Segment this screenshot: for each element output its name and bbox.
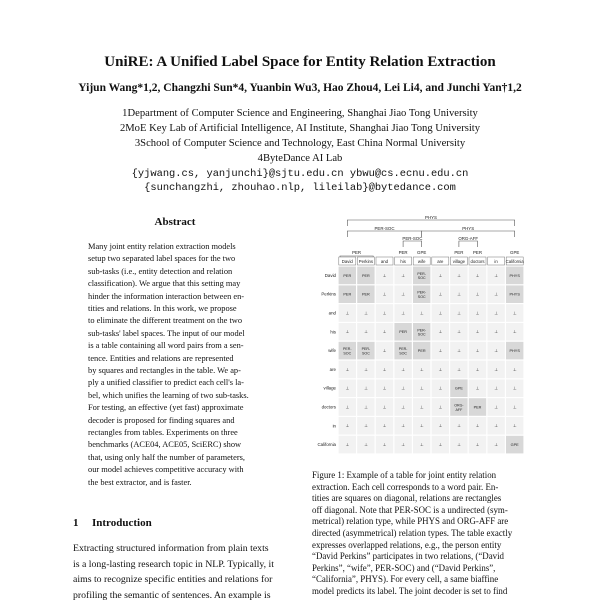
cell-label: PER-: [417, 328, 426, 333]
cell-label: ⊥: [345, 442, 350, 447]
cell-label: GPE: [510, 443, 519, 447]
cell-label: PER-: [417, 290, 426, 295]
cell-label: ⊥: [512, 329, 517, 335]
column-header-word: village: [452, 258, 465, 264]
cell-label: ⊥: [364, 442, 368, 447]
cell-label: PER: [417, 349, 426, 353]
affiliation-2: 2MoE Key Lab of Artificial Intelligence, AI Institute, Shanghai Jiao Tong University: [119, 123, 481, 134]
cell-label: ⊥: [457, 291, 461, 297]
cell-label: ⊥: [438, 442, 443, 447]
cell-label: ⊥: [345, 329, 350, 335]
cell-label: ⊥: [382, 385, 387, 391]
cell-label: ⊥: [457, 310, 461, 316]
cell-label: SOC: [417, 276, 426, 281]
cell-label: ⊥: [457, 348, 461, 353]
cell-label: PHYS: [509, 273, 520, 278]
cell-label: ⊥: [475, 272, 480, 278]
cell-label: ⊥: [457, 366, 461, 372]
cell-label: ⊥: [494, 310, 498, 316]
entity-type-label: GPE: [417, 250, 427, 255]
cell-label: ⊥: [438, 329, 443, 335]
cell-label: ⊥: [438, 291, 443, 297]
cell-label: AFF: [455, 407, 463, 412]
cell-label: PER: [399, 330, 408, 335]
cell-label: ⊥: [438, 348, 443, 353]
cell-label: ⊥: [401, 404, 405, 410]
column-header-word: in: [494, 258, 498, 264]
entity-type-label: PER: [398, 250, 408, 255]
abstract-line: is a table containing all word pairs from a sen-: [88, 341, 244, 351]
cell-label: ⊥: [494, 329, 498, 335]
caption-line: model predicts its label. The joint decoder is set to find: [312, 586, 508, 596]
abstract-line: the best extractor, and is faster.: [88, 477, 192, 487]
cell-label: ⊥: [401, 366, 405, 372]
row-header-word: doctors: [321, 404, 336, 410]
caption-line: tities are squares on diagonal, relations are rectangles: [312, 493, 502, 504]
entity-type-label: PER: [472, 250, 483, 255]
cell-label: ORG-: [454, 403, 464, 408]
caption-line: Perkins”, “wife”, PER-SOC) and (“David Perkins”,: [312, 562, 496, 573]
caption-line: “David Perkins” participates in two relations, (“David: [312, 551, 504, 562]
cell-label: ⊥: [457, 423, 461, 429]
row-header-word: and: [328, 310, 336, 316]
intro-line: aims to recognize specific entities and relations for: [73, 574, 273, 586]
cell-label: PER: [361, 292, 370, 297]
paper-title: UniRE: A Unified Label Space for Entity Relation Extraction: [104, 54, 496, 70]
cell-label: ⊥: [364, 385, 368, 391]
abstract-line: our model achieves competitive accuracy with: [88, 465, 244, 475]
row-header-word: are: [329, 366, 336, 372]
cell-label: ⊥: [494, 423, 498, 429]
cell-label: ⊥: [494, 291, 498, 297]
cell-label: ⊥: [401, 423, 405, 429]
cell-label: ⊥: [364, 366, 368, 372]
cell-label: ⊥: [475, 385, 480, 391]
column-header-word: are: [437, 258, 444, 264]
cell-label: ⊥: [512, 385, 517, 391]
column-header-word: and: [380, 258, 389, 264]
cell-label: ⊥: [494, 385, 498, 391]
cell-label: ⊥: [419, 385, 424, 391]
cell-label: ⊥: [345, 404, 350, 410]
section-title: Introduction: [92, 517, 152, 529]
intro-line: is a long-lasting research topic in NLP. Typically, it: [73, 558, 274, 570]
cell-label: ⊥: [382, 329, 387, 335]
caption-line: metrical) relation type, while PHYS and ORG-AFF are: [312, 516, 509, 527]
caption-line: extraction. Each cell corresponds to a word pair. En-: [312, 481, 499, 492]
abstract-line: tence. Entities and relations are represented: [88, 353, 234, 363]
cell-label: ⊥: [438, 385, 443, 391]
cell-label: ⊥: [438, 366, 443, 372]
abstract-line: benchmarks (ACE04, ACE05, SciERC) show: [88, 440, 242, 450]
cell-label: ⊥: [382, 291, 387, 297]
abstract-line: sub-tasks' label spaces. The input of our model: [88, 328, 245, 338]
cell-label: ⊥: [512, 366, 517, 372]
cell-label: ⊥: [364, 404, 368, 410]
relation-bracket: [403, 241, 422, 247]
column-header-word: Perkins: [358, 258, 374, 264]
cell-label: ⊥: [364, 423, 368, 429]
cell-label: ⊥: [364, 310, 368, 316]
cell-label: ⊥: [382, 348, 387, 353]
abstract-line: ply a unified classifier to predict each cell's la-: [88, 378, 244, 388]
cell-label: ⊥: [438, 423, 443, 429]
row-header-word: in: [332, 423, 336, 429]
caption-line: off diagonal. Note that PER-SOC is a undirected (sym-: [312, 504, 508, 515]
cell-label: ⊥: [457, 442, 461, 447]
abstract-line: that, using only half the number of parameters,: [88, 452, 245, 462]
cell-label: ⊥: [401, 310, 405, 316]
email-line-1: {yjwang.cs, yanjunchi}@sjtu.edu.cn ybwu@cs.ecnu.edu.cn: [131, 168, 469, 180]
caption-line: directed (asymmetrical) relation types. The table exactly: [312, 528, 513, 538]
cell-label: ⊥: [512, 310, 517, 316]
cell-label: ⊥: [419, 366, 424, 372]
cell-label: ⊥: [438, 310, 443, 316]
cell-label: ⊥: [345, 423, 350, 429]
entity-type-label: PER: [454, 250, 464, 255]
abstract-line: bel, which unifies the learning of two sub-tasks.: [88, 390, 249, 400]
row-header-word: David: [324, 272, 336, 278]
cell-label: ⊥: [494, 404, 498, 410]
cell-label: ⊥: [401, 291, 405, 297]
abstract-line: hinder the information interaction between en-: [88, 291, 245, 301]
affiliation-1: 1Department of Computer Science and Engineering, Shanghai Jiao Tong University: [122, 108, 478, 119]
row-header-word: California: [317, 442, 336, 448]
relation-bracket-label: ORG-AFF: [458, 236, 479, 241]
cell-label: ⊥: [512, 423, 517, 429]
abstract-line: classification). We argue that this setting may: [88, 279, 241, 289]
cell-label: ⊥: [494, 366, 498, 372]
cell-label: SOC: [399, 351, 407, 356]
figure-1-svg: [310, 212, 530, 462]
cell-label: PHYS: [509, 349, 520, 353]
relation-bracket: [459, 241, 478, 247]
abstract-line: Many joint entity relation extraction models: [88, 242, 236, 251]
email-line-2: {sunchangzhi, zhouhao.nlp, lileilab}@bytedance.com: [144, 182, 456, 194]
cell-label: SOC: [417, 332, 426, 337]
cell-label: ⊥: [419, 310, 424, 316]
cell-label: SOC: [362, 351, 370, 356]
cell-label: ⊥: [475, 329, 480, 335]
row-header-word: Perkins: [321, 291, 336, 297]
cell-label: ⊥: [457, 329, 461, 335]
cell-label: PER-: [398, 347, 408, 352]
cell-label: ⊥: [401, 272, 405, 278]
caption-line: Figure 1: Example of a table for joint entity relation: [312, 470, 497, 480]
abstract-line: sub-tasks (i.e., entity detection and relation: [88, 266, 233, 276]
cell-label: ⊥: [475, 310, 480, 316]
entity-type-label: GPE: [510, 250, 520, 255]
cell-label: PHYS: [509, 292, 520, 297]
cell-label: ⊥: [475, 348, 480, 353]
cell-label: PER-: [343, 347, 352, 352]
cell-label: PER: [343, 273, 352, 278]
cell-label: ⊥: [438, 272, 443, 278]
abstract-line: rectangles from tables. Experiments on three: [88, 428, 238, 437]
row-header-word: village: [323, 385, 336, 391]
abstract-line: setup two separated label spaces for the two: [88, 254, 236, 264]
cell-label: ⊥: [345, 366, 350, 372]
column-header-word: wife: [417, 258, 426, 264]
abstract-line: For testing, an effective (yet fast) approximate: [88, 403, 244, 413]
cell-label: GPE: [454, 386, 463, 391]
abstract-line: by squares and rectangles in the table. We ap-: [88, 366, 241, 375]
cell-label: ⊥: [345, 310, 350, 316]
relation-bracket-label: PER-SOC: [374, 226, 395, 231]
column-header-word: his: [400, 258, 406, 264]
cell-label: ⊥: [494, 442, 498, 447]
cell-label: ⊥: [382, 423, 387, 429]
cell-label: ⊥: [475, 366, 480, 372]
cell-label: PER-: [417, 271, 426, 276]
cell-label: ⊥: [494, 272, 498, 278]
relation-bracket: [347, 220, 514, 226]
cell-label: SOC: [417, 295, 426, 299]
entity-type-label: PER: [352, 250, 362, 255]
cell-label: ⊥: [438, 404, 443, 410]
cell-label: ⊥: [419, 442, 424, 447]
row-header-word: wife: [328, 348, 336, 354]
cell-label: ⊥: [382, 272, 387, 278]
relation-bracket-label: PER-SOC: [402, 236, 423, 241]
abstract-heading: Abstract: [154, 216, 196, 228]
cell-label: PER-: [361, 347, 371, 352]
section-number: 1: [73, 517, 79, 529]
row-header-word: his: [330, 329, 336, 335]
column-header-word: doctors: [470, 258, 485, 264]
cell-label: ⊥: [475, 423, 480, 429]
abstract-line: to eliminate the different treatment on the two: [88, 316, 243, 326]
cell-label: SOC: [343, 351, 352, 356]
caption-line: “California”, PHYS). For every cell, a same biaffine: [312, 574, 499, 585]
cell-label: ⊥: [382, 442, 387, 447]
cell-label: ⊥: [512, 404, 517, 410]
affiliation-4: 4ByteDance AI Lab: [257, 153, 343, 164]
cell-label: ⊥: [382, 404, 387, 410]
cell-label: ⊥: [401, 442, 405, 447]
cell-label: ⊥: [419, 423, 424, 429]
abstract-line: decoder is proposed for finding squares and: [88, 415, 235, 425]
intro-line: Extracting structured information from plain texts: [73, 543, 269, 554]
cell-label: ⊥: [419, 404, 424, 410]
column-header-word: David: [341, 258, 353, 264]
cell-label: ⊥: [457, 272, 461, 278]
cell-label: ⊥: [382, 310, 387, 316]
cell-label: ⊥: [494, 348, 498, 353]
cell-label: PER: [473, 405, 482, 410]
intro-line: profiling the semantic of sentences. An example is: [73, 589, 271, 600]
abstract-line: tities and relations. In this work, we propose: [88, 304, 237, 313]
cell-label: ⊥: [475, 291, 480, 297]
caption-line: expresses overlapped relations, e.g., the person entity: [312, 539, 502, 550]
relation-bracket-label: PHYS: [425, 215, 437, 220]
figure-1-table: [310, 212, 530, 462]
relation-bracket-label: PHYS: [462, 226, 475, 231]
cell-label: PER: [361, 273, 370, 278]
cell-label: ⊥: [382, 366, 387, 372]
column-header-word: California: [505, 258, 524, 264]
author-list: Yijun Wang*1,2, Changzhi Sun*4, Yuanbin Wu3, Hao Zhou4, Lei Li4, and Junchi Yan†1,2: [78, 82, 522, 94]
cell-label: ⊥: [364, 329, 368, 335]
cell-label: ⊥: [345, 385, 350, 391]
cell-label: ⊥: [401, 385, 405, 391]
affiliation-3: 3School of Computer Science and Technology, East China Normal University: [134, 138, 466, 149]
cell-label: PER: [343, 292, 352, 297]
cell-label: ⊥: [475, 442, 480, 447]
